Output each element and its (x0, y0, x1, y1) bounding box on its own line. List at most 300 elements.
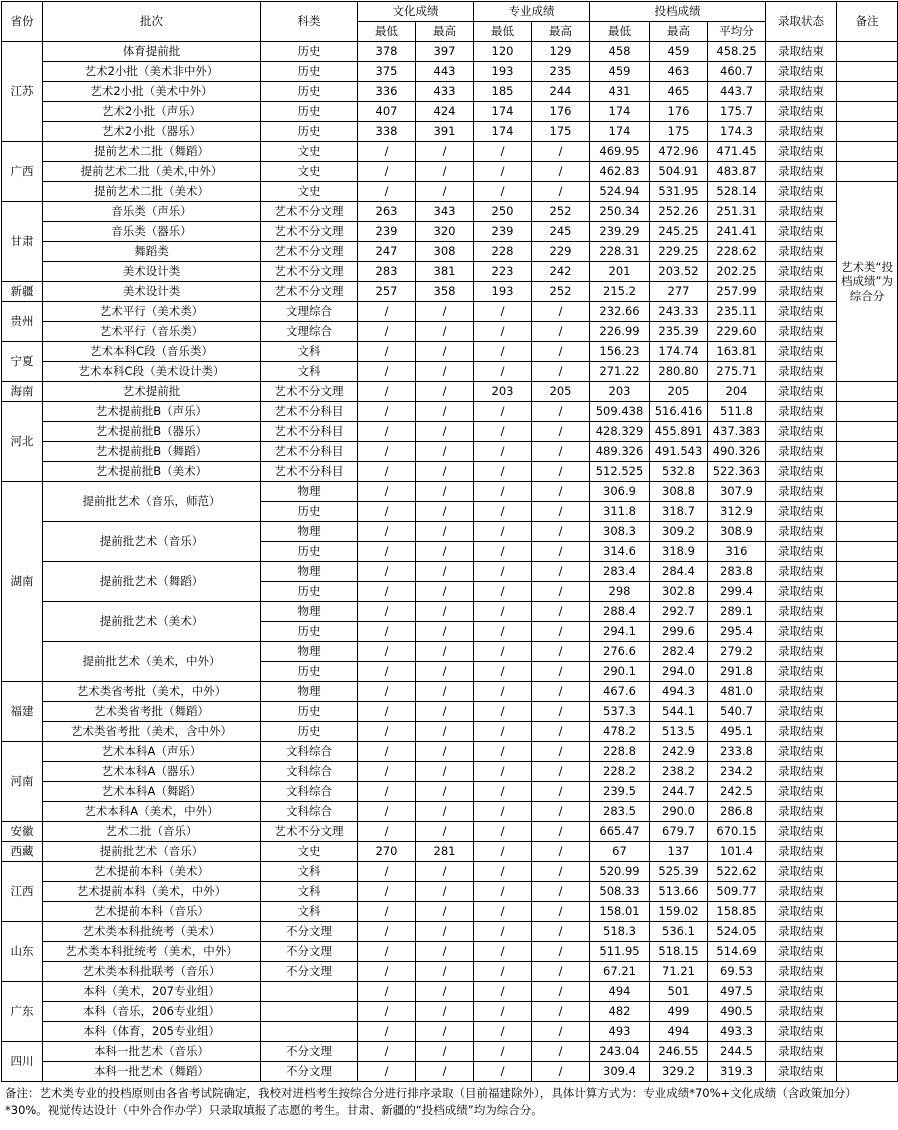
culture-min-cell: / (358, 742, 416, 762)
admission-status-cell: 录取结束 (766, 922, 837, 942)
culture-min-cell: 257 (358, 282, 416, 302)
filing-min-cell: 511.95 (590, 942, 650, 962)
remark-empty-cell (837, 742, 898, 762)
major-min-cell: / (474, 982, 532, 1002)
filing-max-cell: 318.7 (650, 502, 708, 522)
culture-max-cell: 381 (416, 262, 474, 282)
admission-status-cell: 录取结束 (766, 502, 837, 522)
culture-min-cell: 407 (358, 102, 416, 122)
filing-avg-cell: 490.326 (708, 442, 766, 462)
filing-min-cell: 494 (590, 982, 650, 1002)
culture-max-cell: / (416, 902, 474, 922)
filing-max-cell: 280.80 (650, 362, 708, 382)
filing-min-cell: 228.31 (590, 242, 650, 262)
admission-status-cell: 录取结束 (766, 482, 837, 502)
category-cell: 物理 (261, 562, 358, 582)
batch-cell: 体育提前批 (43, 42, 261, 62)
filing-avg-cell: 101.4 (708, 842, 766, 862)
admission-status-cell: 录取结束 (766, 442, 837, 462)
remark-empty-cell (837, 582, 898, 602)
filing-max-cell: 244.7 (650, 782, 708, 802)
culture-min-cell: 338 (358, 122, 416, 142)
filing-min-cell: 276.6 (590, 642, 650, 662)
filing-min-cell: 462.83 (590, 162, 650, 182)
filing-avg-cell: 493.3 (708, 1022, 766, 1042)
filing-min-cell: 537.3 (590, 702, 650, 722)
major-max-cell: 229 (532, 242, 590, 262)
filing-min-cell: 158.01 (590, 902, 650, 922)
province-cell: 安徽 (2, 822, 43, 842)
table-row (2, 42, 898, 62)
major-min-cell: / (474, 482, 532, 502)
category-cell: 历史 (261, 82, 358, 102)
table-row (2, 802, 898, 822)
header-major-min: 最低 (474, 22, 532, 42)
category-cell: 艺术不分文理 (261, 822, 358, 842)
major-min-cell: / (474, 742, 532, 762)
culture-min-cell: / (358, 802, 416, 822)
major-min-cell: 193 (474, 282, 532, 302)
culture-min-cell: / (358, 862, 416, 882)
culture-max-cell: / (416, 502, 474, 522)
filing-max-cell: 472.96 (650, 142, 708, 162)
table-row (2, 202, 898, 222)
major-min-cell: / (474, 822, 532, 842)
major-min-cell: / (474, 1042, 532, 1062)
filing-max-cell: 518.15 (650, 942, 708, 962)
filing-max-cell: 516.416 (650, 402, 708, 422)
culture-min-cell: / (358, 542, 416, 562)
major-max-cell: / (532, 302, 590, 322)
filing-avg-cell: 242.5 (708, 782, 766, 802)
filing-max-cell: 679.7 (650, 822, 708, 842)
category-cell: 文科综合 (261, 742, 358, 762)
filing-avg-cell: 443.7 (708, 82, 766, 102)
filing-min-cell: 215.2 (590, 282, 650, 302)
culture-max-cell: / (416, 1062, 474, 1082)
filing-min-cell: 294.1 (590, 622, 650, 642)
admission-status-cell: 录取结束 (766, 982, 837, 1002)
remark-empty-cell (837, 642, 898, 662)
admission-status-cell: 录取结束 (766, 702, 837, 722)
major-max-cell: / (532, 562, 590, 582)
admission-status-cell: 录取结束 (766, 542, 837, 562)
table-row (2, 942, 898, 962)
culture-min-cell: 336 (358, 82, 416, 102)
filing-max-cell: 235.39 (650, 322, 708, 342)
remark-empty-cell (837, 902, 898, 922)
filing-max-cell: 525.39 (650, 862, 708, 882)
major-max-cell: 245 (532, 222, 590, 242)
culture-min-cell: 247 (358, 242, 416, 262)
major-min-cell: / (474, 442, 532, 462)
filing-min-cell: 428.329 (590, 422, 650, 442)
table-row (2, 162, 898, 182)
major-max-cell: / (532, 922, 590, 942)
culture-min-cell: / (358, 582, 416, 602)
culture-min-cell: / (358, 942, 416, 962)
category-cell: 艺术不分文理 (261, 222, 358, 242)
filing-min-cell: 298 (590, 582, 650, 602)
filing-avg-cell: 234.2 (708, 762, 766, 782)
batch-cell: 艺术本科A（美术，中外） (43, 802, 261, 822)
admission-status-cell: 录取结束 (766, 762, 837, 782)
major-max-cell: / (532, 502, 590, 522)
filing-max-cell: 176 (650, 102, 708, 122)
culture-max-cell: / (416, 662, 474, 682)
admission-status-cell: 录取结束 (766, 962, 837, 982)
filing-min-cell: 228.2 (590, 762, 650, 782)
category-cell: 艺术不分文理 (261, 242, 358, 262)
batch-cell: 提前批艺术（音乐） (43, 522, 261, 562)
header-admission-status: 录取状态 (766, 2, 837, 42)
category-cell: 历史 (261, 542, 358, 562)
remark-empty-cell (837, 682, 898, 702)
major-min-cell: / (474, 902, 532, 922)
admission-status-cell: 录取结束 (766, 682, 837, 702)
admission-status-cell: 录取结束 (766, 622, 837, 642)
table-row (2, 362, 898, 382)
admission-status-cell: 录取结束 (766, 842, 837, 862)
filing-min-cell: 520.99 (590, 862, 650, 882)
major-max-cell: / (532, 402, 590, 422)
culture-max-cell: / (416, 322, 474, 342)
table-row (2, 882, 898, 902)
filing-avg-cell: 279.2 (708, 642, 766, 662)
filing-min-cell: 239.29 (590, 222, 650, 242)
remark-empty-cell (837, 442, 898, 462)
filing-min-cell: 243.04 (590, 1042, 650, 1062)
province-cell: 河南 (2, 742, 43, 822)
filing-max-cell: 459 (650, 42, 708, 62)
filing-max-cell: 243.33 (650, 302, 708, 322)
admission-status-cell: 录取结束 (766, 862, 837, 882)
major-max-cell: / (532, 542, 590, 562)
culture-max-cell: 433 (416, 82, 474, 102)
batch-cell: 本科（美术，207专业组） (43, 982, 261, 1002)
major-max-cell: / (532, 422, 590, 442)
remark-empty-cell (837, 82, 898, 102)
remark-empty-cell (837, 782, 898, 802)
culture-max-cell: / (416, 142, 474, 162)
culture-max-cell: 320 (416, 222, 474, 242)
major-min-cell: / (474, 642, 532, 662)
major-min-cell: 174 (474, 122, 532, 142)
culture-min-cell: / (358, 382, 416, 402)
filing-max-cell: 282.4 (650, 642, 708, 662)
culture-max-cell: / (416, 622, 474, 642)
table-body (2, 2, 898, 1082)
filing-avg-cell: 299.4 (708, 582, 766, 602)
table-row (2, 282, 898, 302)
batch-cell: 艺术提前批B（器乐） (43, 422, 261, 442)
culture-min-cell: / (358, 902, 416, 922)
filing-min-cell: 174 (590, 122, 650, 142)
major-max-cell: 242 (532, 262, 590, 282)
filing-min-cell: 309.4 (590, 1062, 650, 1082)
admission-status-cell: 录取结束 (766, 422, 837, 442)
culture-min-cell: / (358, 422, 416, 442)
table-row (2, 462, 898, 482)
table-row (2, 342, 898, 362)
culture-min-cell: / (358, 882, 416, 902)
major-min-cell: / (474, 1062, 532, 1082)
filing-avg-cell: 228.62 (708, 242, 766, 262)
major-max-cell: / (532, 822, 590, 842)
major-max-cell: 129 (532, 42, 590, 62)
header-filing-min: 最低 (590, 22, 650, 42)
culture-max-cell: / (416, 582, 474, 602)
major-max-cell: 235 (532, 62, 590, 82)
category-cell: 历史 (261, 122, 358, 142)
header-culture-min: 最低 (358, 22, 416, 42)
batch-cell: 艺术提前本科（美术，中外） (43, 882, 261, 902)
major-max-cell: / (532, 142, 590, 162)
batch-cell: 舞蹈类 (43, 242, 261, 262)
filing-min-cell: 478.2 (590, 722, 650, 742)
filing-avg-cell: 524.05 (708, 922, 766, 942)
major-min-cell: 174 (474, 102, 532, 122)
filing-min-cell: 67.21 (590, 962, 650, 982)
major-max-cell: 205 (532, 382, 590, 402)
category-cell: 文科综合 (261, 782, 358, 802)
admission-status-cell: 录取结束 (766, 282, 837, 302)
culture-max-cell: / (416, 422, 474, 442)
filing-min-cell: 232.66 (590, 302, 650, 322)
major-min-cell: / (474, 882, 532, 902)
filing-min-cell: 508.33 (590, 882, 650, 902)
table-row (2, 442, 898, 462)
table-row (2, 642, 898, 662)
admission-status-cell: 录取结束 (766, 582, 837, 602)
culture-min-cell: / (358, 1062, 416, 1082)
filing-max-cell: 284.4 (650, 562, 708, 582)
batch-cell: 艺术本科C段（美术设计类） (43, 362, 261, 382)
filing-max-cell: 504.91 (650, 162, 708, 182)
major-max-cell: / (532, 742, 590, 762)
table-row (2, 822, 898, 842)
major-max-cell: / (532, 882, 590, 902)
major-min-cell: / (474, 162, 532, 182)
category-cell: 历史 (261, 622, 358, 642)
category-cell: 历史 (261, 102, 358, 122)
table-row (2, 902, 898, 922)
remark-empty-cell (837, 962, 898, 982)
major-min-cell: / (474, 782, 532, 802)
major-min-cell: / (474, 342, 532, 362)
culture-min-cell: 239 (358, 222, 416, 242)
batch-cell: 艺术提前本科（音乐） (43, 902, 261, 922)
filing-max-cell: 499 (650, 1002, 708, 1022)
filing-avg-cell: 275.71 (708, 362, 766, 382)
major-max-cell: / (532, 482, 590, 502)
filing-avg-cell: 514.69 (708, 942, 766, 962)
major-max-cell: / (532, 1022, 590, 1042)
remark-empty-cell (837, 982, 898, 1002)
major-max-cell: / (532, 522, 590, 542)
filing-max-cell: 277 (650, 282, 708, 302)
category-cell: 文史 (261, 182, 358, 202)
filing-max-cell: 501 (650, 982, 708, 1002)
admission-status-cell: 录取结束 (766, 102, 837, 122)
culture-max-cell: / (416, 882, 474, 902)
culture-max-cell: / (416, 342, 474, 362)
culture-min-cell: / (358, 762, 416, 782)
filing-avg-cell: 522.363 (708, 462, 766, 482)
filing-max-cell: 455.891 (650, 422, 708, 442)
culture-min-cell: / (358, 302, 416, 322)
batch-cell: 艺术类省考批（舞蹈） (43, 702, 261, 722)
province-cell: 四川 (2, 1042, 43, 1082)
table-row (2, 222, 898, 242)
culture-min-cell: / (358, 722, 416, 742)
filing-max-cell: 229.25 (650, 242, 708, 262)
culture-min-cell: / (358, 782, 416, 802)
filing-min-cell: 467.6 (590, 682, 650, 702)
culture-max-cell: / (416, 862, 474, 882)
filing-avg-cell: 490.5 (708, 1002, 766, 1022)
category-cell: 文理综合 (261, 322, 358, 342)
filing-min-cell: 288.4 (590, 602, 650, 622)
filing-min-cell: 67 (590, 842, 650, 862)
batch-cell: 艺术2小批（美术非中外） (43, 62, 261, 82)
major-max-cell: / (532, 1002, 590, 1022)
filing-min-cell: 431 (590, 82, 650, 102)
category-cell: 历史 (261, 42, 358, 62)
major-min-cell: 120 (474, 42, 532, 62)
batch-cell: 艺术2小批（美术中外） (43, 82, 261, 102)
major-min-cell: / (474, 322, 532, 342)
major-min-cell: / (474, 842, 532, 862)
culture-max-cell: 308 (416, 242, 474, 262)
major-max-cell: / (532, 442, 590, 462)
filing-avg-cell: 291.8 (708, 662, 766, 682)
major-max-cell: / (532, 462, 590, 482)
major-min-cell: / (474, 142, 532, 162)
remark-empty-cell (837, 162, 898, 182)
major-min-cell: / (474, 962, 532, 982)
culture-max-cell: / (416, 362, 474, 382)
remark-empty-cell (837, 762, 898, 782)
footnote: 备注：艺术类专业的投档原则由各省考试院确定，我校对进档考生按综合分进行排序录取（目前福建除外），具体计算方式为：专业成绩*70%+文化成绩（含政策加分）*30%。视觉传达设计（中外合作办学）只录取填报了志愿的考生。甘肃、新疆的“投档成绩”均为综合分。 (5, 1086, 857, 1117)
filing-avg-cell: 295.4 (708, 622, 766, 642)
filing-avg-cell: 437.383 (708, 422, 766, 442)
filing-avg-cell: 204 (708, 382, 766, 402)
filing-avg-cell: 229.60 (708, 322, 766, 342)
batch-cell: 提前批艺术（音乐，师范） (43, 482, 261, 522)
table-row (2, 482, 898, 502)
culture-max-cell: / (416, 522, 474, 542)
filing-min-cell: 482 (590, 1002, 650, 1022)
admission-status-cell: 录取结束 (766, 302, 837, 322)
filing-max-cell: 513.5 (650, 722, 708, 742)
table-row (2, 682, 898, 702)
filing-max-cell: 242.9 (650, 742, 708, 762)
batch-cell: 音乐类（声乐） (43, 202, 261, 222)
remark-note: 艺术类“投档成绩”为综合分 (837, 182, 898, 382)
batch-cell: 艺术类省考批（美术，含中外） (43, 722, 261, 742)
filing-max-cell: 531.95 (650, 182, 708, 202)
filing-min-cell: 311.8 (590, 502, 650, 522)
province-cell: 江苏 (2, 42, 43, 142)
header-major-score: 专业成绩 (474, 2, 590, 22)
admission-status-cell: 录取结束 (766, 342, 837, 362)
admission-status-cell: 录取结束 (766, 162, 837, 182)
major-max-cell: / (532, 642, 590, 662)
admission-status-cell: 录取结束 (766, 882, 837, 902)
filing-avg-cell: 244.5 (708, 1042, 766, 1062)
province-cell: 甘肃 (2, 202, 43, 282)
province-cell: 新疆 (2, 282, 43, 302)
admission-score-sheet (1, 1, 898, 1117)
header-culture-score: 文化成绩 (358, 2, 474, 22)
culture-max-cell: / (416, 942, 474, 962)
category-cell (261, 982, 358, 1002)
culture-min-cell: / (358, 522, 416, 542)
major-max-cell: / (532, 762, 590, 782)
batch-cell: 艺术类本科批统考（美术，中外） (43, 942, 261, 962)
province-cell: 江西 (2, 862, 43, 922)
filing-avg-cell: 251.31 (708, 202, 766, 222)
admission-status-cell: 录取结束 (766, 1022, 837, 1042)
batch-cell: 艺术提前批B（美术） (43, 462, 261, 482)
major-min-cell: / (474, 602, 532, 622)
filing-max-cell: 494.3 (650, 682, 708, 702)
culture-min-cell: / (358, 662, 416, 682)
major-min-cell: / (474, 522, 532, 542)
culture-max-cell: 343 (416, 202, 474, 222)
batch-cell: 艺术平行（音乐类） (43, 322, 261, 342)
filing-avg-cell: 163.81 (708, 342, 766, 362)
filing-avg-cell: 175.7 (708, 102, 766, 122)
table-row (2, 322, 898, 342)
filing-min-cell: 469.95 (590, 142, 650, 162)
major-min-cell: / (474, 182, 532, 202)
province-cell: 河北 (2, 402, 43, 482)
category-cell: 文史 (261, 142, 358, 162)
major-min-cell: 250 (474, 202, 532, 222)
remark-empty-cell (837, 802, 898, 822)
filing-min-cell: 226.99 (590, 322, 650, 342)
major-max-cell: / (532, 1062, 590, 1082)
culture-min-cell: / (358, 922, 416, 942)
filing-max-cell: 245.25 (650, 222, 708, 242)
culture-max-cell: / (416, 602, 474, 622)
filing-min-cell: 489.326 (590, 442, 650, 462)
category-cell: 不分文理 (261, 1042, 358, 1062)
filing-avg-cell: 670.15 (708, 822, 766, 842)
category-cell: 艺术不分科目 (261, 402, 358, 422)
remark-empty-cell (837, 942, 898, 962)
culture-max-cell: / (416, 722, 474, 742)
table-row (2, 82, 898, 102)
filing-max-cell: 329.2 (650, 1062, 708, 1082)
category-cell: 文史 (261, 162, 358, 182)
admission-status-cell: 录取结束 (766, 822, 837, 842)
culture-max-cell: / (416, 702, 474, 722)
table-row (2, 922, 898, 942)
culture-min-cell: / (358, 682, 416, 702)
remark-empty-cell (837, 1002, 898, 1022)
culture-min-cell: 263 (358, 202, 416, 222)
culture-min-cell: / (358, 622, 416, 642)
batch-cell: 本科（音乐，206专业组） (43, 1002, 261, 1022)
remark-empty-cell (837, 422, 898, 442)
major-max-cell: / (532, 702, 590, 722)
filing-min-cell: 283.5 (590, 802, 650, 822)
remark-empty-cell (837, 602, 898, 622)
filing-min-cell: 174 (590, 102, 650, 122)
